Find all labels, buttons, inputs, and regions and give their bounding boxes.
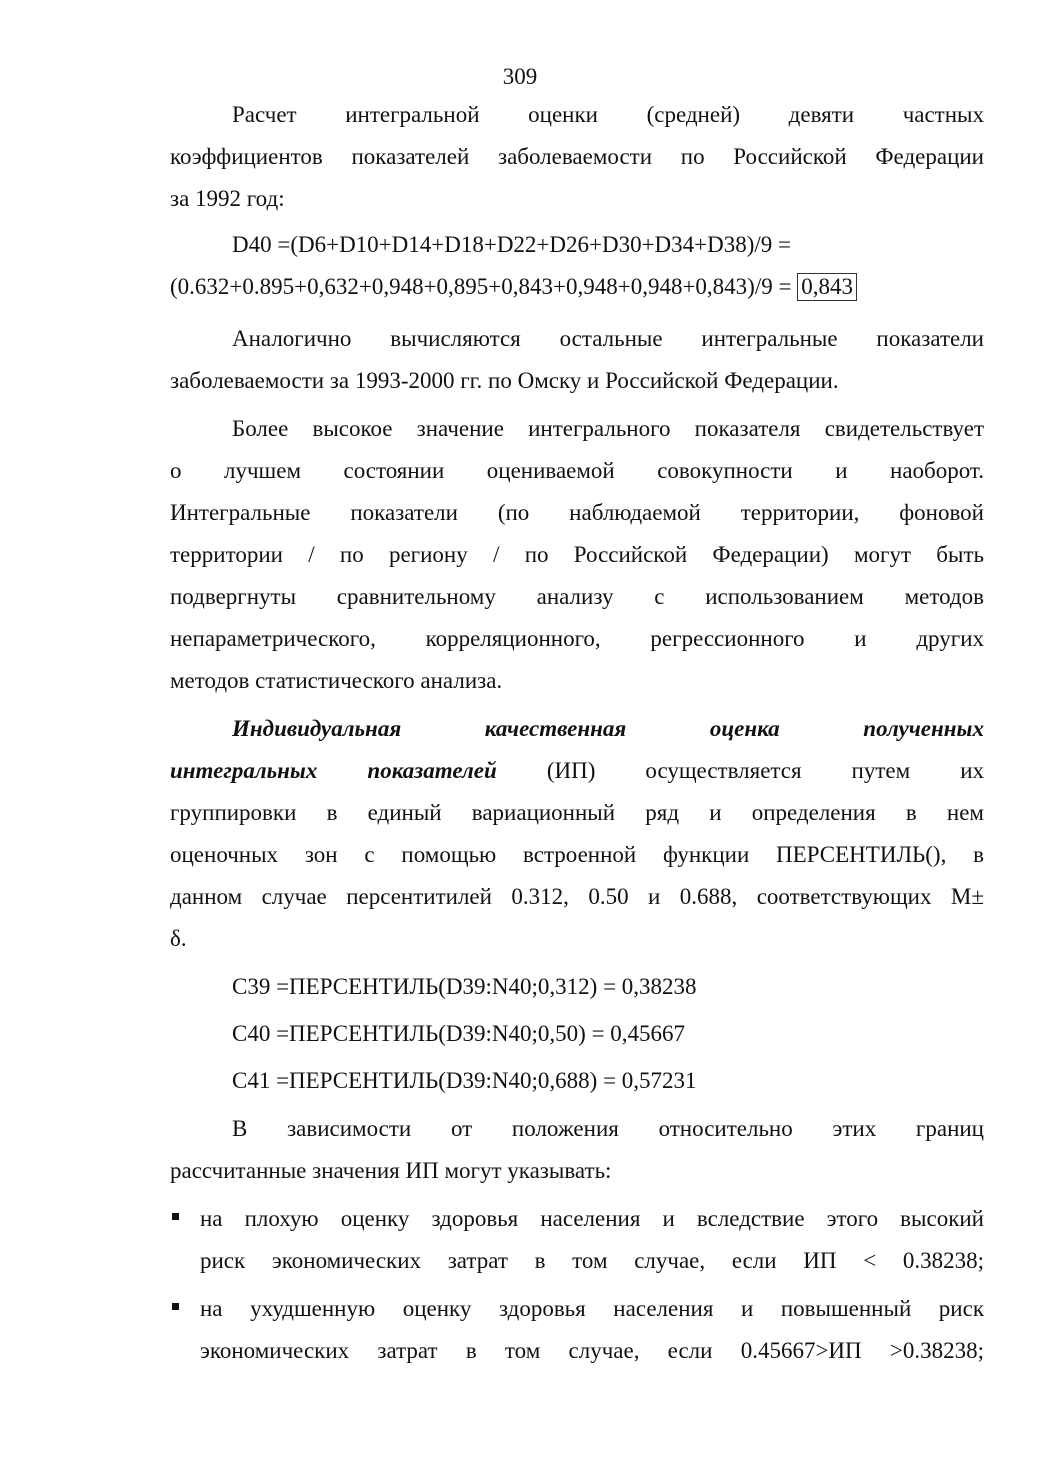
paragraph-line: заболеваемости за 1993-2000 гг. по Омску и Российской Федерации. [170, 368, 839, 393]
list-item-line: на ухудшенную оценку здоровья населения и повышенный риск [200, 1296, 984, 1321]
paragraph-line: территории / по региону / по Российской Федерации) могут быть [170, 542, 984, 567]
list-item-line: экономических затрат в том случае, если 0.45667>ИП >0.38238; [200, 1338, 984, 1363]
page-number: 309 [502, 64, 538, 89]
paragraph-line: подвергнуты сравнительному анализу с использованием методов [170, 584, 984, 609]
list-item-line: риск экономических затрат в том случае, если ИП < 0.38238; [200, 1248, 984, 1273]
paragraph-line [170, 750, 984, 792]
formula-line [170, 266, 857, 308]
paragraph-line: оценочных зон с помощью встроенной функции ПЕРСЕНТИЛЬ(), в [170, 842, 984, 867]
formula-line: C39 =ПЕРСЕНТИЛЬ(D39:N40;0,312) = 0,38238 [232, 974, 697, 999]
paragraph-line: Более высокое значение интегрального показателя свидетельствует [232, 416, 984, 441]
formula-expression: (0.632+0.895+0,632+0,948+0,895+0,843+0,948+0,948+0,843)/9 = [170, 274, 792, 299]
paragraph-line: рассчитанные значения ИП могут указывать: [170, 1158, 612, 1183]
emphasized-term: интегральных показателей [170, 758, 497, 783]
formula-result-box: 0,843 [797, 273, 857, 301]
paragraph-line: δ. [170, 926, 187, 951]
paragraph-line: методов статистического анализа. [170, 668, 503, 693]
formula-line: C41 =ПЕРСЕНТИЛЬ(D39:N40;0,688) = 0,57231 [232, 1068, 697, 1093]
formula-line: D40 =(D6+D10+D14+D18+D22+D26+D30+D34+D38)/9 = [232, 232, 792, 257]
square-bullet-icon [172, 1213, 179, 1220]
paragraph-line: коэффициентов показателей заболеваемости по Российской Федерации [170, 144, 984, 169]
paragraph-line: Аналогично вычисляются остальные интегральные показатели [232, 326, 984, 351]
paragraph-text: (ИП) осуществляется путем их [496, 758, 985, 783]
paragraph-line: непараметрического, корреляционного, регрессионного и других [170, 626, 984, 651]
paragraph-line: группировки в единый вариационный ряд и определения в нем [170, 800, 984, 825]
formula-line: C40 =ПЕРСЕНТИЛЬ(D39:N40;0,50) = 0,45667 [232, 1021, 686, 1046]
paragraph-line: В зависимости от положения относительно этих границ [232, 1116, 984, 1141]
square-bullet-icon [172, 1303, 179, 1310]
list-item-line: на плохую оценку здоровья населения и вследствие этого высокий [200, 1206, 984, 1231]
paragraph-line: о лучшем состоянии оцениваемой совокупности и наоборот. [170, 458, 984, 483]
paragraph-line: за 1992 год: [170, 186, 285, 211]
paragraph-line: данном случае персентитилей 0.312, 0.50 и 0.688, соответствующих M± [170, 884, 984, 909]
paragraph-line: Расчет интегральной оценки (средней) девяти частных [232, 102, 984, 127]
list-item [170, 1288, 984, 1372]
paragraph-line: Интегральные показатели (по наблюдаемой территории, фоновой [170, 500, 984, 525]
emphasized-term: Индивидуальная качественная оценка полученных [232, 716, 984, 741]
list-item [170, 1198, 984, 1282]
